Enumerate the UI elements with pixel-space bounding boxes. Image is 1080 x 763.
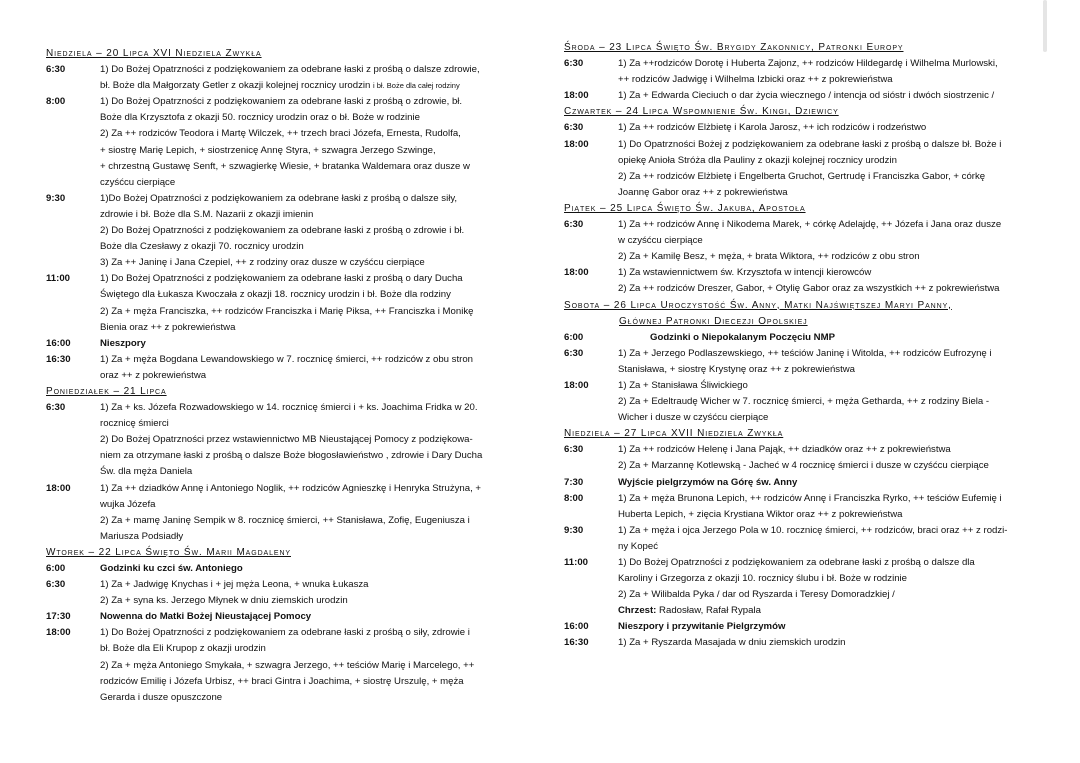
mass-entry: 17:30 Nowenna do Matki Bożej Nieustającej Pomocy bbox=[46, 611, 312, 623]
day-header-sunday-20: Niedziela – 20 Lipca XVI Niedziela Zwykła bbox=[46, 48, 262, 59]
scrollbar[interactable] bbox=[1043, 0, 1047, 52]
mass-entry: 16:00 Nieszpory i przywitanie Pielgrzymów bbox=[564, 621, 786, 633]
day-header-thursday-24: Czwartek – 24 Lipca Wspomnienie Św. Kingi, Dziewicy bbox=[564, 106, 839, 118]
mass-entry: 6:00 Godzinki ku czci św. Antoniego bbox=[46, 563, 243, 574]
mass-entry: 6:30 1) Za + Jerzego Podlaszewskiego, ++ teściów Janinę i Witolda, ++ rodziców Eufrozynę i Stanisława, + siostrę Krystynę oraz ++ z pokrewieństwa bbox=[564, 347, 992, 375]
mass-entry: 6:30 1) Za ++ rodziców Annę i Nikodema Marek, + córkę Adelajdę, ++ Józefa i Jana oraz dusze w czyśćcu cierpiące 2) Za + Kamilę Besz, + męża, + brata Wiktora, ++ rodziców z obu stron bbox=[564, 219, 1002, 263]
mass-entry: 6:30 1) Za ++rodziców Dorotę i Huberta Zajonz, ++ rodziców Hildegardę i Wilhelma Murlowski, ++ rodziców Jadwigę i Wilhelma Izbicki oraz ++ z pokrewieństwa bbox=[564, 58, 998, 86]
mass-entry: 11:00 1) Do Bożej Opatrzności z podziękowaniem za odebrane łaski z prośbą o dary Ducha Świętego dla Łukasza Kwoczała z okazji 18. rocznicy urodzin i bł. Boże dla rodziny 2) Za + męża Franciszka, ++ rodziców Franciszka i Marię Piksa, ++ Franciszka i Monikę Bienia oraz ++ z pokrewieństwa bbox=[46, 273, 474, 333]
left-column bbox=[46, 40, 518, 706]
day-header-monday-21: Poniedziałek – 21 Lipca bbox=[46, 385, 167, 397]
day-header-sunday-27: Niedziela – 27 Lipca XVII Niedziela Zwykła bbox=[564, 428, 784, 440]
mass-entry: 6:30 1) Do Bożej Opatrzności z podziękowaniem za odebrane łaski z prośbą o dalsze zdrowie, bł. Boże dla Małgorzaty Getler z okazji kolejnej rocznicy urodzin i bł. Boże dla całej rodziny bbox=[46, 64, 480, 92]
mass-entry: 8:00 1) Za + męża Brunona Lepich, ++ rodziców Annę i Franciszka Ryrko, ++ teściów Eufemię i Huberta Lepich, + zięcia Krystiana Wiktor oraz ++ z pokrewieństwa bbox=[564, 492, 1002, 520]
mass-entry: 11:00 1) Do Bożej Opatrzności z podziękowaniem za odebrane łaski z prośbą o dalsze dla Karoliny i Grzegorza z okazji 10. rocznicy ślubu i bł. Boże w rodzinie 2) Za + Wilibalda Pyka / dar od Ryszarda i Teresy Domoradzkiej / Chrzest: Radosław, Rafał Rypala bbox=[564, 557, 975, 617]
mass-entry: 16:00 Nieszpory bbox=[46, 337, 146, 349]
mass-entry: 8:00 1) Do Bożej Opatrzności z podziękowaniem za odebrane łaski z prośbą o zdrowie, bł. Boże dla Krzysztofa z okazji 50. rocznicy urodzin oraz o bł. Boże w rodzinie 2) Za ++ rodziców Teodora i Martę Wilczek, ++ trzech braci Józefa, Ernesta, Rudolfa, + siostrę Marię Lepich, + siostrzenicę Annę Styra, + szwagra Jerzego Szwinge, + chrzestną Gustawę Senft, + szwagierkę Wiesie, + bratanka Waldemara oraz dusze w czyśćcu cierpiące bbox=[46, 96, 470, 188]
mass-entry: 7:30 Wyjście pielgrzymów na Górę św. Anny bbox=[564, 476, 798, 488]
right-column bbox=[564, 40, 1038, 652]
mass-entry: 6:30 1) Za + Jadwigę Knychas i + jej męża Leona, + wnuka Łukasza 2) Za + syna ks. Jerzego Młynek w dniu ziemskich urodzin bbox=[46, 579, 369, 607]
mass-entry: 6:30 1) Za + ks. Józefa Rozwadowskiego w 14. rocznicę śmierci i + ks. Joachima Fridka w 20. rocznicę śmierci 2) Do Bożej Opatrzności przez wstawiennictwo MB Nieustającej Pomocy z podziękowa- niem za otrzymane łaski z prośbą o dalsze Boże błogosławieństwo , zdrowie i Dary Ducha Św. dla męża Daniela bbox=[46, 402, 483, 478]
mass-entry: 16:30 1) Za + Ryszarda Masajada w dniu ziemskich urodzin bbox=[564, 637, 846, 649]
mass-entry: 6:30 1) Za ++ rodziców Elżbietę i Karola Jarosz, ++ ich rodziców i rodzeństwo bbox=[564, 122, 927, 134]
mass-entry: 18:00 1) Za ++ dziadków Annę i Antoniego Noglik, ++ rodziców Agnieszkę i Henryka Strużyna, + wujka Józefa 2) Za + mamę Janinę Sempik w 8. rocznicę śmierci, ++ Stanisława, Zofię, Eugeniusza i Mariusza Podsiadły bbox=[46, 482, 482, 542]
mass-entry: 6:30 1) Za ++ rodziców Helenę i Jana Pająk, ++ dziadków oraz ++ z pokrewieństwa 2) Za + Marzannę Kotlewską - Jacheć w 4 rocznicę śmierci i dusze w czyśćcu cierpiące bbox=[564, 444, 989, 472]
mass-entry: 18:00 1) Za + Edwarda Cieciuch o dar życia wiecznego / intencja od sióstr i dwóch siostrzenic / bbox=[564, 90, 995, 102]
day-header-wednesday-23: Środa – 23 Lipca Święto Św. Brygidy Zakonnicy, Patronki Europy bbox=[564, 42, 904, 53]
day-header-saturday-26-cont: Głównej Patronki Diecezji Opolskiej bbox=[619, 315, 808, 327]
mass-entry: 16:30 1) Za + męża Bogdana Lewandowskiego w 7. rocznicę śmierci, ++ rodziców z obu stron oraz ++ z pokrewieństwa bbox=[46, 353, 474, 381]
day-header-tuesday-22: Wtorek – 22 Lipca Święto Św. Marii Magdaleny bbox=[46, 546, 291, 558]
day-header-saturday-26: Sobota – 26 Lipca Uroczystość Św. Anny, Matki Najświętszej Maryi Panny, bbox=[564, 299, 952, 311]
mass-entry: 9:30 1)Do Bożej Opatrzności z podziękowaniem za odebrane łaski z prośbą o dalsze siły, zdrowie i bł. Boże dla S.M. Nazarii z okazji imienin 2) Do Bożej Opatrzności z podziękowaniem za odebrane łaski z prośbą o zdrowie i bł. Boże dla Czesławy z okazji 70. rocznicy urodzin 3) Za ++ Janinę i Jana Czepiel, ++ z rodziny oraz dusze w czyśćcu cierpiące bbox=[46, 192, 465, 269]
day-header-friday-25: Piątek – 25 Lipca Święto Św. Jakuba, Apostoła bbox=[564, 202, 806, 214]
mass-entry: 6:00 Godzinki o Niepokalanym Poczęciu NMP bbox=[564, 331, 835, 343]
mass-entry: 18:00 1) Do Bożej Opatrzności z podziękowaniem za odebrane łaski z prośbą o siły, zdrowie i bł. Boże dla Eli Krupop z okazji urodzin 2) Za + męża Antoniego Smykała, + szwagra Jerzego, ++ teściów Marię i Marcelego, ++ rodziców Emilię i Józefa Urbisz, ++ braci Gintra i Joachima, + siostrę Urszulę, + męża Gerarda i dusze opuszczone bbox=[46, 627, 475, 703]
mass-entry: 9:30 1) Za + męża i ojca Jerzego Pola w 10. rocznicę śmierci, ++ rodziców, braci oraz ++ z rodzi- ny Kopeć bbox=[564, 524, 1008, 552]
mass-entry: 18:00 1) Do Opatrzności Bożej z podziękowaniem za odebrane łaski z prośbą o dalsze bł. Boże i opiekę Anioła Stróża dla Pauliny z okazji kolejnej rocznicy urodzin 2) Za ++ rodziców Elżbietę i Engelberta Gruchot, Gertrudę i Franciszka Gabor, + córkę Joannę Gabor oraz ++ z pokrewieństwa bbox=[564, 138, 1002, 198]
mass-entry: 18:00 1) Za + Stanisława Śliwickiego 2) Za + Edeltraudę Wicher w 7. rocznicę śmierci, + męża Getharda, ++ z rodziny Biela - Wicher i dusze w czyśćcu cierpiące bbox=[564, 379, 990, 424]
mass-entry: 18:00 1) Za wstawiennictwem św. Krzysztofa w intencji kierowców 2) Za ++ rodziców Dreszer, Gabor, + Otylię Gabor oraz za wszystkich ++ z pokrewieństwa bbox=[564, 267, 1000, 295]
